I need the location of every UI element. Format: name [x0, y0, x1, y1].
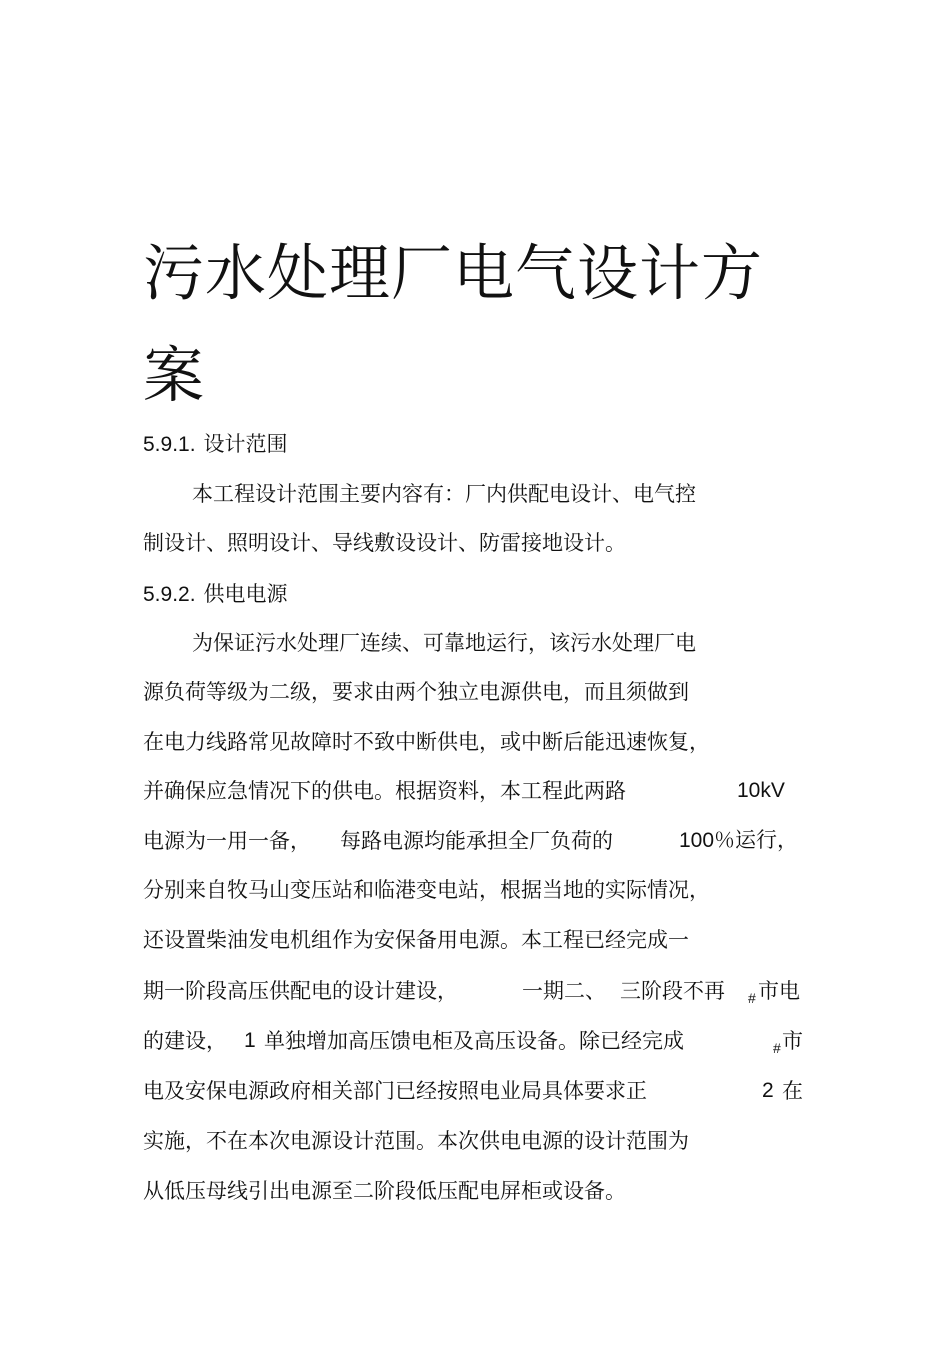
voltage-value: 10kV [737, 779, 785, 802]
paragraph-line: 制设计、照明设计、导线敷设设计、防雷接地设计。 [143, 531, 626, 555]
section-title: 设计范围 [203, 432, 288, 456]
section-number: 5.9.2. [143, 583, 196, 606]
paragraph-line: 从低压母线引出电源至二阶段低压配电屏柜或设备。 [143, 1179, 626, 1203]
paragraph-line: 还设置柴油发电机组作为安保备用电源。本工程已经完成一 [143, 928, 689, 952]
paragraph-line: 每路电源均能承担全厂负荷的 [340, 829, 613, 853]
hash-mark: # [773, 1040, 781, 1056]
section-number: 5.9.1. [143, 433, 196, 456]
paragraph-line: 在 [782, 1079, 803, 1103]
document-title-line-1: 污水处理厂电气设计方 [143, 238, 764, 309]
paragraph-line: 并确保应急情况下的供电。根据资料，本工程此两路 [143, 779, 626, 803]
section-title: 供电电源 [203, 582, 288, 606]
section-heading-power-supply [143, 582, 288, 607]
paragraph-line: 一期二、 [522, 979, 606, 1003]
number-two: 2 [762, 1079, 774, 1102]
paragraph-line: 本工程设计范围主要内容有：厂内供配电设计、电气控 [192, 482, 696, 506]
paragraph-line: 在电力线路常见故障时不致中断供电，或中断后能迅速恢复， [143, 730, 710, 754]
paragraph-line: 电及安保电源政府相关部门已经按照电业局具体要求正 [143, 1079, 647, 1103]
paragraph-line: 三阶段不再 [620, 979, 725, 1003]
paragraph-line: 的建设， [143, 1029, 227, 1053]
paragraph-line: 分别来自牧马山变压站和临港变电站，根据当地的实际情况， [143, 878, 710, 902]
percent-run-value: 100％运行， [679, 829, 799, 852]
paragraph-line: 单独增加高压馈电柜及高压设备。除已经完成 [264, 1029, 684, 1053]
number-one: 1 [244, 1029, 256, 1052]
paragraph-line: 源负荷等级为二级，要求由两个独立电源供电，而且须做到 [143, 680, 689, 704]
paragraph-line: 实施，不在本次电源设计范围。本次供电电源的设计范围为 [143, 1129, 689, 1153]
document-title-line-2: 案 [143, 340, 206, 411]
paragraph-line: 电源为一用一备， [143, 829, 311, 853]
paragraph-line: 期一阶段高压供配电的设计建设， [143, 979, 458, 1003]
paragraph-line: 为保证污水处理厂连续、可靠地运行，该污水处理厂电 [192, 631, 696, 655]
paragraph-line: 市 [782, 1029, 803, 1053]
hash-mark: # [748, 990, 756, 1006]
paragraph-line: 市电 [758, 979, 800, 1003]
section-heading-design-scope [143, 432, 288, 457]
